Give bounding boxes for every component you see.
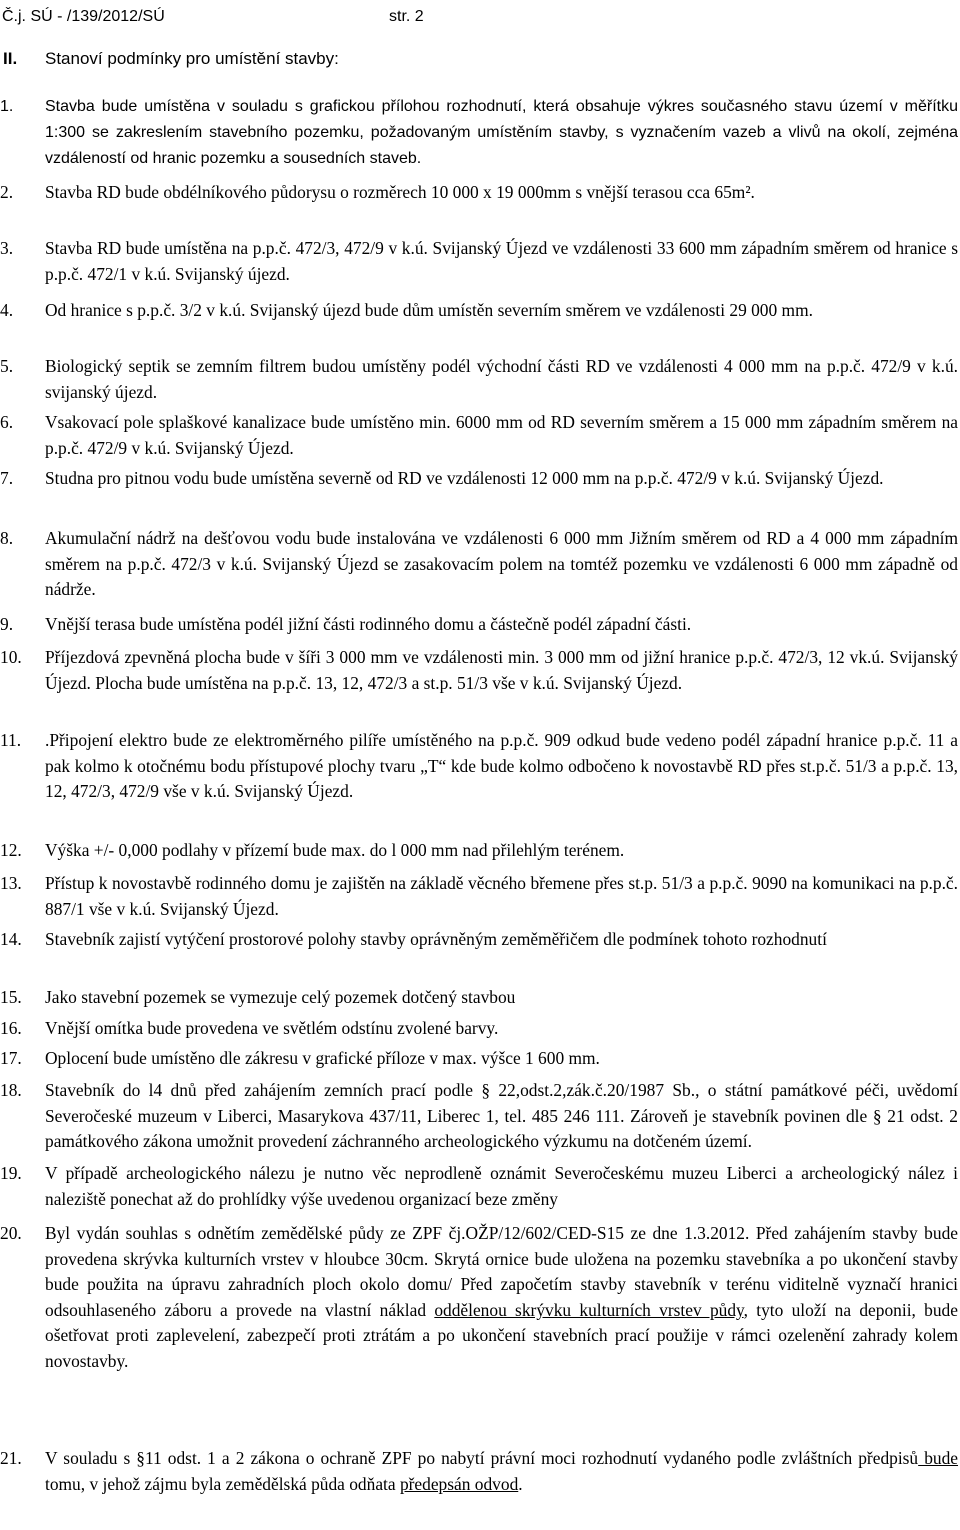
item-text: Stavebník do l4 dnů před zahájením zemních prací podle § 22,odst.2,zák.č.20/1987 Sb., o státní památkové péči, uvědomí Severočeské muzeum v Liberci, Masarykova 437/11, Liberec 1, tel. 485 246 111. Zároveň je stavebník povinen dle § 21 odst. 2 památkového zákona umožnit provedení záchranného archeologického výzkumu na dotčeném území. xyxy=(45,1080,958,1152)
underlined-phrase: bude xyxy=(918,1448,959,1468)
section-number: II. xyxy=(3,49,18,68)
item-number: 10. xyxy=(0,647,22,667)
item-text: Výška +/- 0,000 podlahy v přízemí bude max. do l 000 mm nad přilehlým terénem. xyxy=(45,840,625,860)
item-text: V souladu s §11 odst. 1 a 2 zákona o ochraně ZPF po nabytí právní moci rozhodnutí vydaného podle zvláštních předpisů bude tomu, v jehož zájmu byla zemědělská půda odňata předepsán odvod. xyxy=(45,1448,959,1494)
item-number: 11. xyxy=(0,730,22,750)
reference-number: Č.j. SÚ - /139/2012/SÚ xyxy=(2,8,165,25)
item-number: 4. xyxy=(0,300,14,320)
item-text: Stavebník zajistí vytýčení prostorové polohy stavby oprávněným zeměměřičem dle podmínek tohoto rozhodnutí xyxy=(45,929,827,949)
item-text: Jako stavební pozemek se vymezuje celý pozemek dotčený stavbou xyxy=(45,987,516,1007)
item-text: .Připojení elektro bude ze elektroměrného pilíře umístěného na p.p.č. 909 odkud bude vedeno podél západní hranice p.p.č. 11 a pak kolmo k otočnému bodu přístupové plochy tvaru „T“ kde bude kolmo odbočeno k novostavbě RD přes st.p.č. 51/3 a p.p.č. 13, 12, 472/3, 472/9 vše v k.ú. Svijanský Újezd. xyxy=(45,730,958,802)
item-text: Byl vydán souhlas s odnětím zemědělské půdy ze ZPF čj.OŽP/12/602/CED-S15 ze dne 1.3.2012. Před zahájením stavby bude provedena skrývka kulturních vrstev v hloubce 30cm. Skrytá ornice bude uložena na pozemku stavebníka a po ukončení stavby bude použita na úpravu zahradních ploch okolo domu/ Před započetím stavby stavebník v terénu viditelně vyznačí hranici odsouhlaseného záboru a provede na vlastní náklad oddělenou skrývku kulturních vrstev půdy, tyto uloží na deponii, bude ošetřovat proti zaplevelení, zabezpečí proti ztrátám a po ukončení stavebních prací použije v rámci ozelenění zahrady kolem novostavby. xyxy=(45,1223,958,1371)
page-number: str. 2 xyxy=(389,8,424,25)
item-text: Studna pro pitnou vodu bude umístěna severně od RD ve vzdálenosti 12 000 mm na p.p.č. 472/9 v k.ú. Svijanský Újezd. xyxy=(45,468,884,488)
item-number: 6. xyxy=(0,412,14,432)
item-number: 12. xyxy=(0,840,22,860)
item-number: 17. xyxy=(0,1048,22,1068)
item-text: Stavba bude umístěna v souladu s grafickou přílohou rozhodnutí, která obsahuje výkres současného stavu území v měřítku 1:300 se zakreslením stavebního pozemku, požadovaným umístěním stavby, s vyznačením vazeb a vlivů na okolí, zejména vzdáleností od hranic pozemku a sousedních staveb. xyxy=(45,98,958,167)
section-title: Stanoví podmínky pro umístění stavby: xyxy=(45,49,339,68)
item-text: Stavba RD bude obdélníkového půdorysu o rozměrech 10 000 x 19 000mm s vnější terasou cca 65m². xyxy=(45,182,755,202)
item-number: 13. xyxy=(0,873,22,893)
item-number: 21. xyxy=(0,1448,22,1468)
item-text: V případě archeologického nálezu je nutno věc neprodleně oznámit Severočeskému muzeu Liberci a archeologický nález i naleziště ponechat až do prohlídky výše uvedenou organizací beze změny xyxy=(45,1163,958,1209)
page-header xyxy=(0,6,960,30)
item-number: 5. xyxy=(0,356,14,376)
underlined-phrase: oddělenou skrývku kulturních vrstev půdy xyxy=(434,1299,744,1320)
item-number: 15. xyxy=(0,987,22,1007)
item-text: Přístup k novostavbě rodinného domu je zajištěn na základě věcného břemene přes st.p. 51/3 a p.p.č. 9090 na komunikaci na p.p.č. 887/1 vše v k.ú. Svijanský Újezd. xyxy=(45,873,958,919)
item-number: 7. xyxy=(0,468,14,488)
underlined-phrase: předepsán odvod xyxy=(399,1473,519,1494)
item-text: Vnější terasa bude umístěna podél jižní části rodinného domu a částečně podél západní části. xyxy=(45,614,692,634)
item-text: Od hranice s p.p.č. 3/2 v k.ú. Svijanský újezd bude dům umístěn severním směrem ve vzdálenosti 29 000 mm. xyxy=(45,300,813,320)
item-number: 1. xyxy=(0,98,14,115)
item-text: Příjezdová zpevněná plocha bude v šíři 3 000 mm ve vzdálenosti min. 3 000 mm od jižní hranice p.p.č. 472/3, 12 vk.ú. Svijanský Újezd. Plocha bude umístěna na p.p.č. 13, 12, 472/3 a st.p. 51/3 vše v k.ú. Svijanský Újezd. xyxy=(45,647,958,693)
item-number: 8. xyxy=(0,528,14,548)
item-number: 3. xyxy=(0,238,14,258)
item-number: 18. xyxy=(0,1080,22,1100)
item-number: 9. xyxy=(0,614,14,634)
item-text: Vnější omítka bude provedena ve světlém odstínu zvolené barvy. xyxy=(45,1018,499,1038)
item-text: Oplocení bude umístěno dle zákresu v grafické příloze v max. výšce 1 600 mm. xyxy=(45,1048,600,1068)
item-text: Biologický septik se zemním filtrem budou umístěny podél východní části RD ve vzdálenosti 4 000 mm na p.p.č. 472/9 v k.ú. svijanský újezd. xyxy=(45,356,958,402)
item-text: Stavba RD bude umístěna na p.p.č. 472/3, 472/9 v k.ú. Svijanský Újezd ve vzdálenosti 33 600 mm západním směrem od hranice s p.p.č. 472/1 v k.ú. Svijanský újezd. xyxy=(45,238,958,284)
item-number: 16. xyxy=(0,1018,22,1038)
item-text: Akumulační nádrž na dešťovou vodu bude instalována ve vzdálenosti 6 000 mm Jižním směrem od RD a 4 000 mm západním směrem na p.p.č. 472/3 v k.ú. Svijanský Újezd se zasakovacím polem na tomtéž pozemku ve vzdálenosti 6 000 mm západně od nádrže. xyxy=(45,528,958,600)
item-number: 2. xyxy=(0,182,14,202)
item-number: 19. xyxy=(0,1163,22,1183)
item-number: 20. xyxy=(0,1223,22,1243)
item-text: Vsakovací pole splaškové kanalizace bude umístěno min. 6000 mm od RD severním směrem a 15 000 mm západním směrem na p.p.č. 472/9 v k.ú. Svijanský Újezd. xyxy=(45,412,958,458)
item-number: 14. xyxy=(0,929,22,949)
